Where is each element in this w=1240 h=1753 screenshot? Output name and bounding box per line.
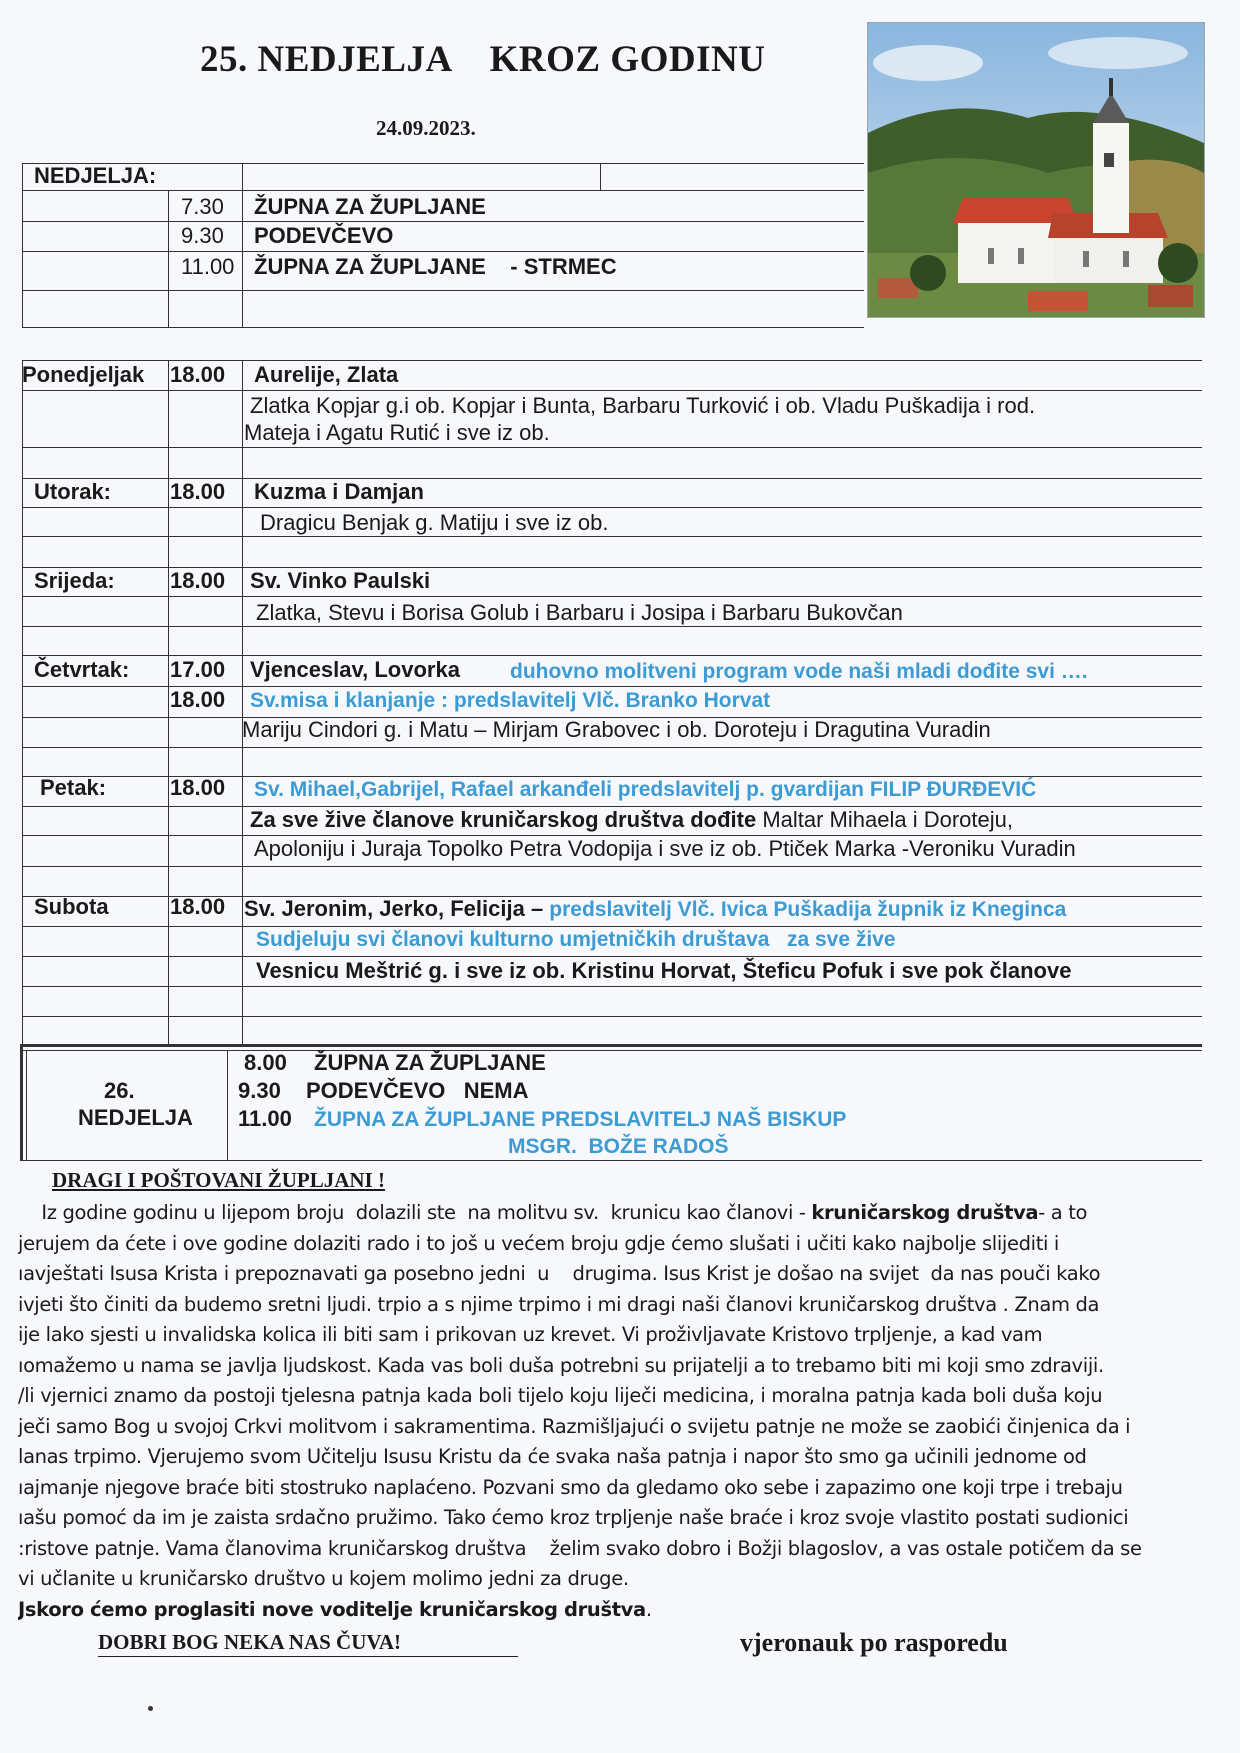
friday-label: Petak: [40,775,107,800]
thursday-intention: Mariju Cindori g. i Matu – Mirjam Grabovec i ob. Doroteju i Dragutina Vuradin [242,717,991,742]
monday-time: 18.00 [170,362,226,387]
letter-line-6: ıomažemo u nama se javlja ljudskost. Kada vas boli duša potrebni su prijatelji a to trebamo biti mi koji smo zdraviji. [18,1353,1104,1377]
monday-label: Ponedjeljak [22,362,145,387]
sunday-mass-1: ŽUPNA ZA ŽUPLJANE [254,194,486,219]
friday-line-2 [250,807,1013,833]
thursday-saint: Vjenceslav, Lovorka [250,657,460,682]
closing-underline [98,1656,518,1657]
letter-line-1-text: Iz godine godinu u lijepom broju dolazili ste na molitvu sv. krunicu kao članovi - [18,1201,812,1224]
next-sunday-time-1: 8.00 [244,1050,287,1075]
letter-line-11: ıašu pomoć da im je zaista srdačno pružimo. Tako ćemo kroz trpljenje naše braće i kroz svoje vlastito postati sudionici [18,1506,1129,1529]
paper-speck [148,1706,153,1711]
letter-line-2: jerujem da ćete i ove godine dolaziti rado i to još u većem broju gdje ćemo slušati i učiti kako najbolje slijediti i [18,1231,1059,1255]
letter-body [18,1198,1208,1625]
letter-final-end: . [645,1597,652,1621]
letter-line-1 [18,1198,1208,1229]
saturday-line-2: Sudjeluju svi članovi kulturno umjetničkih društava za sve žive [256,928,896,951]
wednesday-intention: Zlatka, Stevu i Borisa Golub i Barbaru i Josipa i Barbaru Bukovčan [256,600,903,625]
friday-saint: Sv. Mihael,Gabrijel, Rafael arkanđeli predslavitelj p. gvardijan FILIP ĐURĐEVIĆ [254,778,1037,801]
tuesday-intention: Dragicu Benjak g. Matiju i sve iz ob. [260,510,609,535]
letter-line-10: ıajmanje njegove braće biti stostruko naplaćeno. Pozvani smo da gledamo oko sebe i zapazimo one koji trpe i trebaju [18,1475,1123,1499]
thursday-program: duhovno molitveni program vode naši mladi dođite svi …. [510,660,1088,683]
closing-blessing: DOBRI BOG NEKA NAS ČUVA! [98,1630,401,1654]
monday-intention-2: Mateja i Agatu Rutić i sve iz ob. [244,420,550,445]
next-sunday-mass-1: ŽUPNA ZA ŽUPLJANE [314,1050,546,1075]
tuesday-label: Utorak: [34,479,112,504]
letter-line-8: ječi samo Bog u svojoj Crkvi molitvom i sakramentima. Razmišljajući o svijetu patnje ne može se zaobići činjenica da i [18,1414,1131,1438]
page-title: 25. NEDJELJA KROZ GODINU [200,39,766,80]
wednesday-label: Srijeda: [34,568,115,593]
next-sunday-time-3: 11.00 [238,1106,292,1131]
saturday-line-1 [244,896,1066,923]
letter-line-14 [18,1595,1208,1626]
letter-line-3: ıavještati Isusa Krista i prepoznavati ga posebno jedni u drugima. Isus Krist je došao na svijet da nas pouči kako [18,1262,1101,1285]
letter-line-13: vi učlanite u kruničarsko društvo u kojem molimo jedni za druge. [18,1567,629,1590]
thursday-time-2: 18.00 [170,687,226,712]
letter-line-1-bold: kruničarskog društva [811,1201,1039,1224]
sunday-time-1: 7.30 [181,194,224,219]
saturday-label: Subota [34,894,109,919]
saturday-celebrant: predslavitelj Vlč. Ivica Puškadija župnik iz Kneginca [549,898,1067,921]
date: 24.09.2023. [376,116,476,140]
sunday-label: NEDJELJA: [34,163,157,188]
next-sunday-mass-2: PODEVČEVO NEMA [306,1078,529,1103]
friday-intention-a: Maltar Mihaela i Doroteju, [756,807,1013,832]
monday-intention-1: Zlatka Kopjar g.i ob. Kopjar i Bunta, Barbaru Turković i ob. Vladu Puškadija i rod. [250,393,1036,418]
letter-line-12: :ristove patnje. Vama članovima kruničarskog društva želim svako dobro i Božji blagoslov, a vas ostale potičem da se [18,1536,1142,1560]
saturday-time: 18.00 [170,894,226,919]
thursday-time: 17.00 [170,657,226,682]
sunday-time-3: 11.00 [181,254,235,279]
wednesday-saint: Sv. Vinko Paulski [250,568,431,593]
letter-title: DRAGI I POŠTOVANI ŽUPLJANI ! [52,1168,385,1192]
friday-line-3: Apoloniju i Juraja Topolko Petra Vodopija i sve iz ob. Ptiček Marka -Veroniku Vuradin [254,836,1076,861]
thursday-label: Četvrtak: [34,657,130,682]
sunday-mass-2: PODEVČEVO [254,223,394,248]
letter-line-4: ivjeti što činiti da budemo sretni ljudi. trpio a s njime trpimo i mi dragi naši članovi kruničarskog društva . Znam da [18,1292,1100,1316]
letter-line-7: /li vjernici znamo da postoji tjelesna patnja kada boli tijelo koju liječi medicina, i moralna patnja kada boli duša koju [18,1384,1103,1407]
letter-line-5: ije lako sjesti u invalidska kolica ili biti sam i prikovan uz krevet. Vi proživljavate Kristovo trpljenje, a kad vam [18,1323,1043,1346]
monday-saint: Aurelije, Zlata [254,362,399,387]
letter-final-bold: Jskoro ćemo proglasiti nove voditelje kruničarskog društva [18,1597,646,1621]
wednesday-time: 18.00 [170,568,226,593]
next-sunday-label: NEDJELJA [78,1105,193,1130]
next-sunday-time-2: 9.30 [238,1078,281,1103]
thursday-mass: Sv.misa i klanjanje : predslavitelj Vlč. Branko Horvat [250,689,771,712]
friday-time: 18.00 [170,775,226,800]
letter-line-9: lanas trpimo. Vjerujemo svom Učitelju Isusu Kristu da će svaka naša patnja i napor što smo ga učinili jednome od [18,1445,1087,1468]
sunday-time-2: 9.30 [181,223,224,248]
letter-line-1-end: - a to [1038,1201,1088,1224]
friday-members-call: Za sve žive članove kruničarskog društva dođite [250,807,757,832]
next-sunday-mass-3: ŽUPNA ZA ŽUPLJANE PREDSLAVITELJ NAŠ BISKUP [314,1108,847,1131]
tuesday-time: 18.00 [170,479,226,504]
church-photo [867,22,1205,318]
sunday-mass-3: ŽUPNA ZA ŽUPLJANE - STRMEC [254,254,617,279]
next-sunday-number: 26. [104,1078,135,1103]
catechism-note: vjeronauk po rasporedu [740,1628,1008,1657]
saturday-saint: Sv. Jeronim, Jerko, Felicija – [244,896,550,921]
tuesday-saint: Kuzma i Damjan [254,479,424,504]
next-sunday-bishop: MSGR. BOŽE RADOŠ [508,1135,729,1158]
saturday-line-3: Vesnicu Meštrić g. i sve iz ob. Kristinu Horvat, Šteficu Pofuk i sve pok članove [256,958,1072,983]
